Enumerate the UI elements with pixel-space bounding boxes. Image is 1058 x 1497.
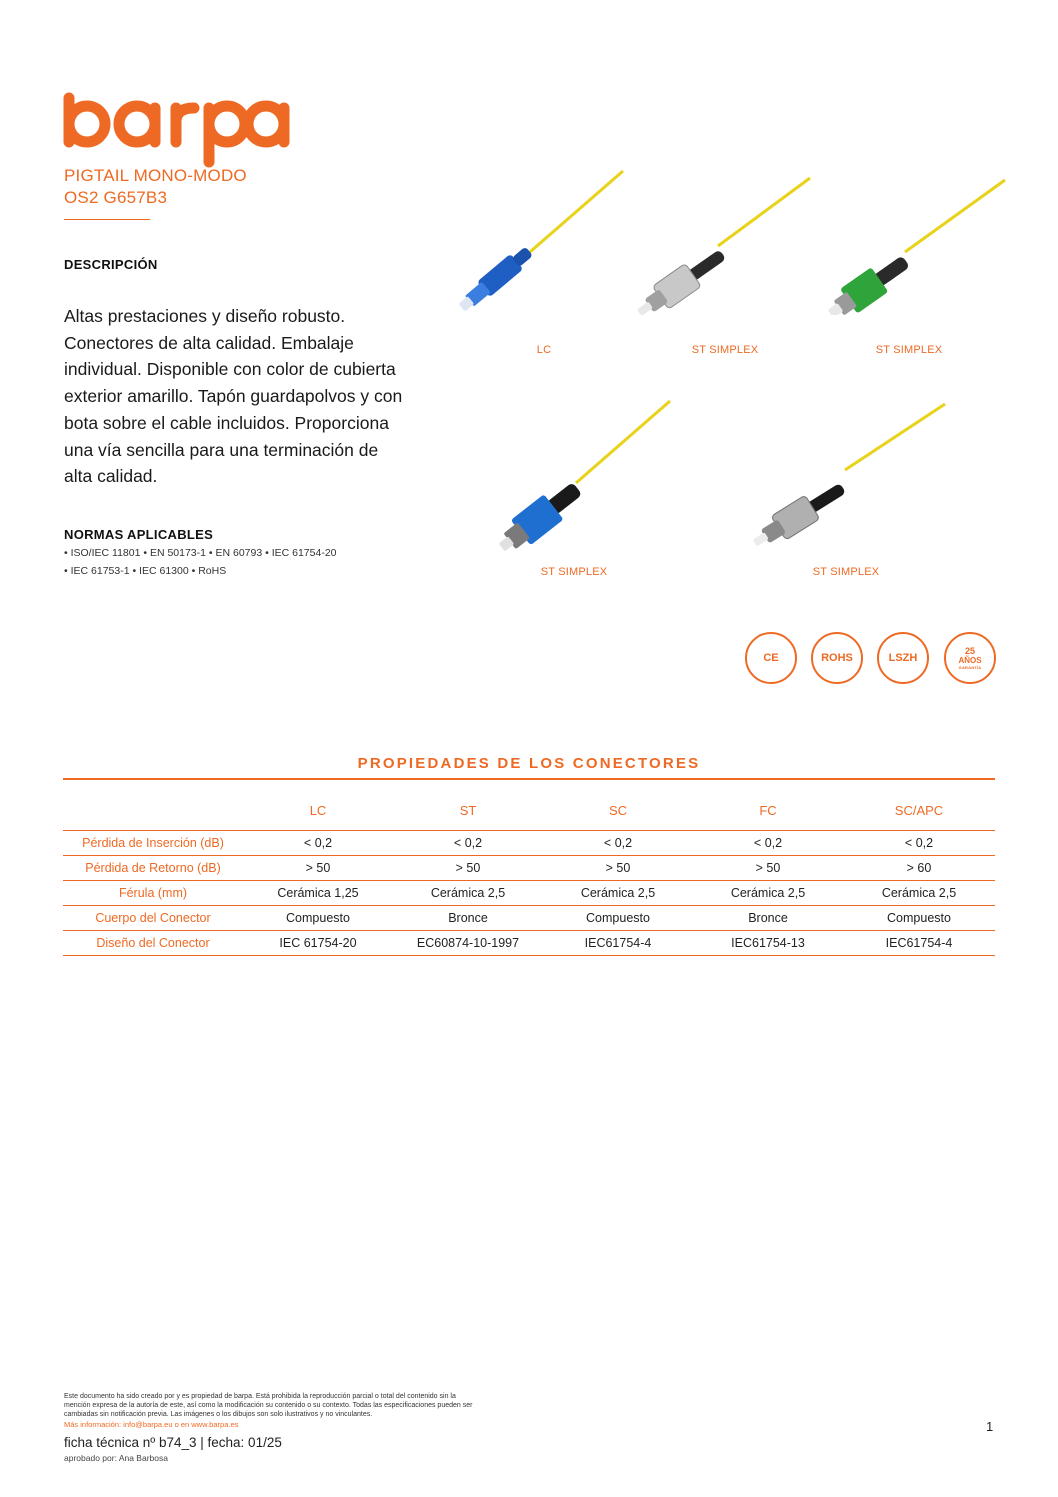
page-number: 1 [986,1419,994,1434]
disclaimer-line-2: mención expresa de la autoría de este, así como la modificación su contenido o su contexto. Todas las especificaciones pueden ser [64,1402,473,1409]
table-header-empty [63,790,243,831]
table-cell: Bronce [393,906,543,931]
table-cell: < 0,2 [243,831,393,856]
product-label-st-4: ST SIMPLEX [812,566,880,578]
product-label-lc: LC [536,344,552,356]
row-label: Cuerpo del Conector [63,906,243,931]
table-title: PROPIEDADES DE LOS CONECTORES [357,755,701,772]
table-top-rule [63,778,995,780]
table-cell: Cerámica 2,5 [843,881,995,906]
table-cell: > 50 [543,856,693,881]
table-cell: < 0,2 [843,831,995,856]
table-cell: Cerámica 2,5 [543,881,693,906]
table-row [63,831,995,856]
table-row [63,881,995,906]
disclaimer-line-1: Este documento ha sido creado por y es propiedad de barpa. Está prohibida la reproducción parcial o total del contenido sin la [64,1393,456,1400]
table-cell: IEC61754-4 [543,931,693,956]
row-label: Diseño del Conector [63,931,243,956]
row-label: Férula (mm) [63,881,243,906]
row-label: Pérdida de Retorno (dB) [63,856,243,881]
column-header: LC [309,802,327,818]
table-cell: < 0,2 [693,831,843,856]
table-cell: Bronce [693,906,843,931]
st-connector-image [628,168,813,318]
table-cell: EC60874-10-1997 [393,931,543,956]
title-divider [64,219,150,220]
warranty-badge-icon [944,632,996,684]
table-cell: Cerámica 2,5 [393,881,543,906]
table-cell: IEC61754-4 [843,931,995,956]
normas-line-2: • IEC 61753-1 • IEC 61300 • RoHS [64,565,227,577]
warranty-word: AÑOS [958,655,982,665]
sc-connector-image [490,395,675,555]
lszh-badge-label: LSZH [888,652,918,664]
table-cell: < 0,2 [543,831,693,856]
column-header: SC/APC [894,802,944,818]
table-cell: > 50 [693,856,843,881]
table-cell: > 60 [843,856,995,881]
column-header: SC [608,802,628,818]
product-label-st-1: ST SIMPLEX [691,344,759,356]
table-cell: > 50 [393,856,543,881]
table-row [63,906,995,931]
product-title-line1: PIGTAIL MONO-MODO [64,166,247,185]
approved-by: aprobado por: Ana Barbosa [64,1453,168,1463]
properties-table [63,790,995,956]
table-row [63,856,995,881]
sc-apc-connector-image [820,170,1010,315]
document-reference: ficha técnica nº b74_3 | fecha: 01/25 [64,1435,282,1450]
table-cell: Compuesto [243,906,393,931]
barpa-logo [62,92,292,168]
description-heading: DESCRIPCIÓN [64,257,158,272]
table-cell: Cerámica 1,25 [243,881,393,906]
normas-line-1: • ISO/IEC 11801 • EN 50173-1 • EN 60793 • IEC 61754-20 [64,547,337,559]
table-cell: IEC61754-13 [693,931,843,956]
rohs-badge-icon [811,632,863,684]
product-title-line2: OS2 G657B3 [64,188,168,207]
ce-badge-label: CE [763,652,779,664]
fc-connector-image [745,398,950,553]
table-cell: < 0,2 [393,831,543,856]
table-cell: Compuesto [843,906,995,931]
rohs-badge-label: ROHS [821,652,853,664]
product-label-st-2: ST SIMPLEX [875,344,943,356]
warranty-years: 25 [964,645,975,656]
table-cell: IEC 61754-20 [243,931,393,956]
product-label-st-3: ST SIMPLEX [540,566,608,578]
more-info-link[interactable]: Más información: info@barpa.eu o en www.barpa.es [64,1420,239,1429]
table-cell: Compuesto [543,906,693,931]
column-header: FC [759,802,777,818]
table-cell: > 50 [243,856,393,881]
column-header: ST [459,802,477,818]
warranty-sub: GARANTÍA [958,664,982,670]
disclaimer-line-3: cambiadas sin notificación previa. Las imágenes o los dibujos son solo ilustrativos y no vinculantes. [64,1411,373,1418]
table-cell: Cerámica 2,5 [693,881,843,906]
description-body: Altas prestaciones y diseño robusto. Conectores de alta calidad. Embalaje individual. Disponible con color de cubierta exterior amarillo. Tapón guardapolvos y con bota sobre el cable incluidos. Proporciona una vía sencilla para una terminación de alta calidad. [64,306,403,487]
table-header-row [63,790,995,831]
lszh-badge-icon [877,632,929,684]
table-row [63,931,995,956]
ce-badge-icon [745,632,797,684]
lc-connector-image [455,165,630,320]
normas-heading: NORMAS APLICABLES [64,527,214,542]
row-label: Pérdida de Inserción (dB) [63,831,243,856]
